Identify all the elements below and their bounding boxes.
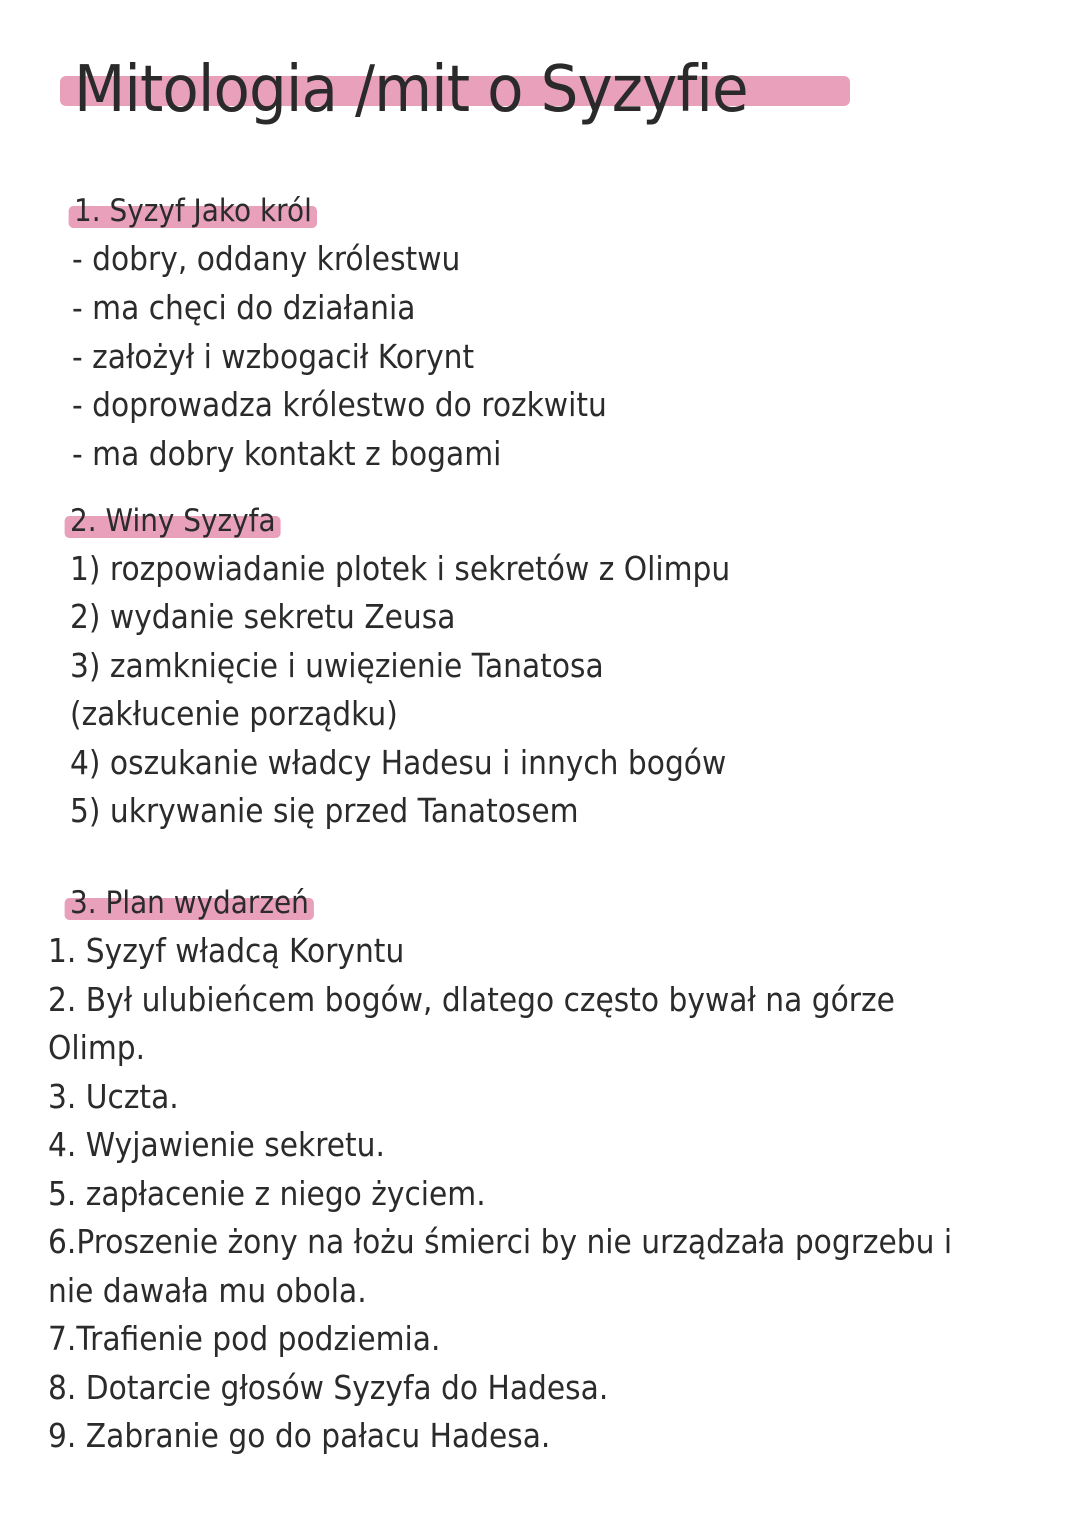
list-item: - ma chęci do działania bbox=[72, 288, 416, 327]
list-item: 4) oszukanie władcy Hadesu i innych bogów bbox=[70, 743, 727, 782]
section-heading-1: 1. Syzyf Jako król bbox=[74, 192, 312, 230]
list-item: 9. Zabranie go do pałacu Hadesa. bbox=[48, 1416, 551, 1455]
list-item: - założył i wzbogacił Korynt bbox=[72, 337, 475, 376]
list-item: 5) ukrywanie się przed Tanatosem bbox=[70, 791, 579, 830]
list-item: 1. Syzyf władcą Koryntu bbox=[48, 931, 405, 970]
list-item: 3) zamknięcie i uwięzienie Tanatosa bbox=[70, 646, 604, 685]
list-item: 2. Był ulubieńcem bogów, dlatego często bywał na górze bbox=[48, 980, 895, 1019]
section-heading-3: 3. Plan wydarzeń bbox=[70, 884, 309, 922]
list-item: (zakłucenie porządku) bbox=[70, 694, 398, 733]
page-title-block bbox=[60, 52, 798, 128]
list-item: 4. Wyjawienie sekretu. bbox=[48, 1125, 385, 1164]
list-item: Olimp. bbox=[48, 1028, 146, 1067]
list-item: 1) rozpowiadanie plotek i sekretów z Olimpu bbox=[70, 549, 731, 588]
list-item: nie dawała mu obola. bbox=[48, 1271, 367, 1310]
list-item: 3. Uczta. bbox=[48, 1077, 179, 1116]
list-item: 6.Proszenie żony na łożu śmierci by nie urządzała pogrzebu i bbox=[48, 1222, 953, 1261]
list-item: 2) wydanie sekretu Zeusa bbox=[70, 597, 456, 636]
list-item: 5. zapłacenie z niego życiem. bbox=[48, 1174, 486, 1213]
page-title: Mitologia /mit o Syzyfie bbox=[74, 53, 748, 127]
list-item: - doprowadza królestwo do rozkwitu bbox=[72, 385, 607, 424]
list-item: 8. Dotarcie głosów Syzyfa do Hadesa. bbox=[48, 1368, 609, 1407]
section-heading-2: 2. Winy Syzyfa bbox=[70, 502, 276, 540]
list-item: - dobry, oddany królestwu bbox=[72, 239, 461, 278]
list-item: - ma dobry kontakt z bogami bbox=[72, 434, 502, 473]
list-item: 7.Trafienie pod podziemia. bbox=[48, 1319, 441, 1358]
